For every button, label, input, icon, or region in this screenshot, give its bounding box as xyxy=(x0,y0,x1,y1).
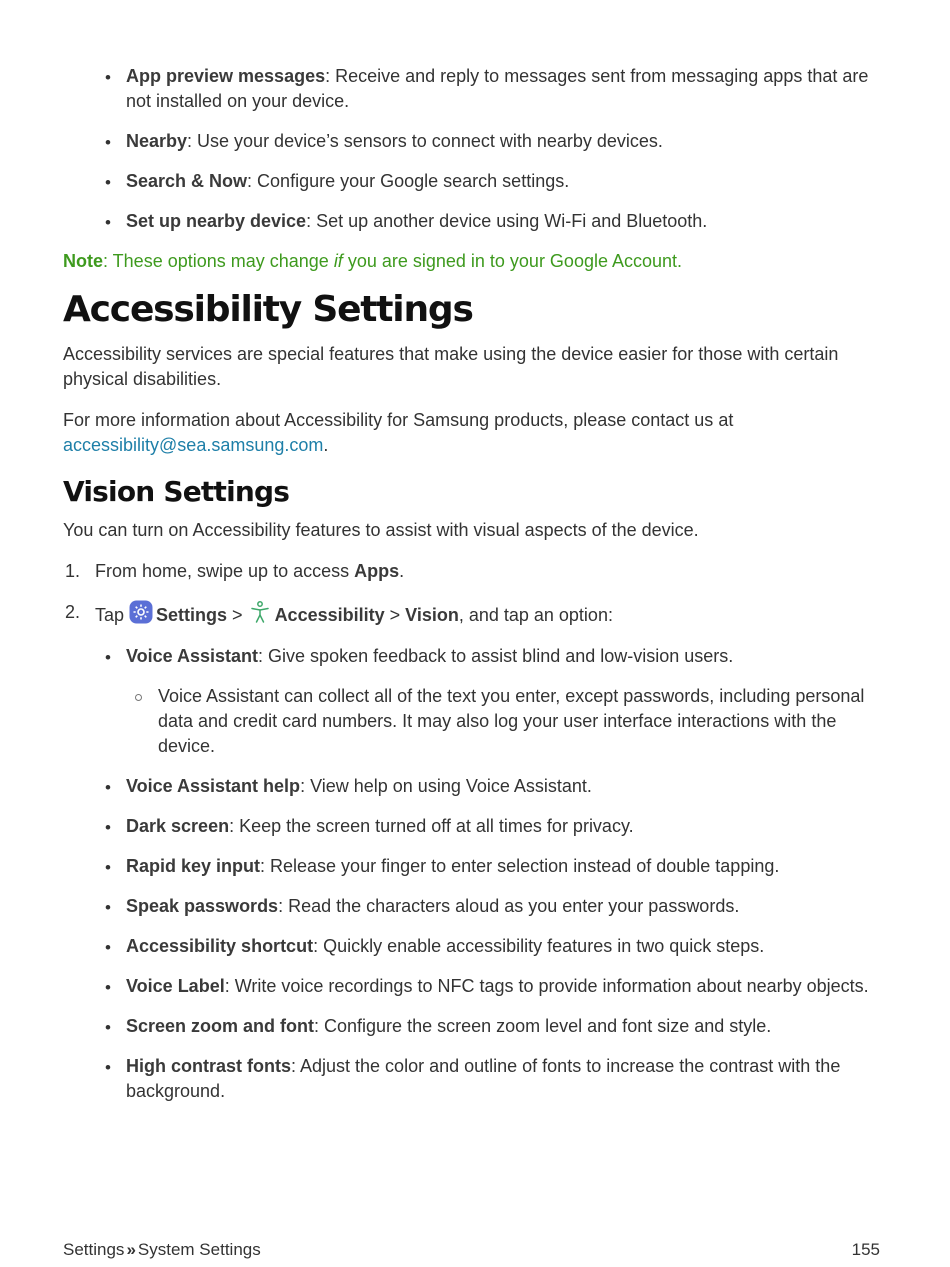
list-item xyxy=(63,814,883,839)
list-item xyxy=(63,169,883,194)
accessibility-intro: Accessibility services are special features that make using the device easier for those with certain physical disabilities. xyxy=(63,344,839,389)
sub-bullet-list xyxy=(126,684,883,759)
bullet-desc: : Keep the screen turned off at all times for privacy. xyxy=(229,816,634,836)
breadcrumb xyxy=(63,1237,261,1262)
bullet-desc: : Configure your Google search settings. xyxy=(247,171,570,191)
step-bold: Apps xyxy=(354,561,400,581)
double-chevron-icon: » xyxy=(126,1240,136,1259)
list-item xyxy=(63,1014,883,1039)
vision-steps xyxy=(63,559,883,628)
accessibility-label: Accessibility xyxy=(274,605,385,625)
list-item xyxy=(63,894,883,919)
bullet-desc: : View help on using Voice Assistant. xyxy=(300,776,592,796)
breadcrumb-item: System Settings xyxy=(137,1240,261,1259)
accessibility-person-icon xyxy=(248,600,272,624)
bullet-term: Accessibility shortcut xyxy=(126,936,314,956)
step-item xyxy=(63,600,883,628)
list-item xyxy=(63,974,883,999)
note-before: : These options may change xyxy=(103,251,334,271)
contact-email-link[interactable]: accessibility@sea.samsung.com xyxy=(63,435,324,455)
list-item xyxy=(63,934,883,959)
bullet-term: Voice Assistant xyxy=(126,646,259,666)
bullet-term: Dark screen xyxy=(126,816,230,836)
page-number: 155 xyxy=(851,1240,880,1259)
section-title-vision: Vision Settings xyxy=(63,475,290,508)
note-after: you are signed in to your Google Account. xyxy=(342,251,683,271)
bullet-term: Nearby xyxy=(126,131,188,151)
vision-label: Vision xyxy=(405,605,459,625)
list-item xyxy=(63,644,883,759)
step-end: . xyxy=(399,561,405,581)
bullet-desc: : Release your finger to enter selection instead of double tapping. xyxy=(260,856,780,876)
document-page xyxy=(63,64,883,1119)
list-item xyxy=(63,64,883,114)
settings-label: Settings xyxy=(156,605,228,625)
vision-intro: You can turn on Accessibility features to assist with visual aspects of the device. xyxy=(63,520,699,540)
vision-options-list xyxy=(63,644,883,1104)
separator: > xyxy=(227,605,248,625)
step-number: 2. xyxy=(65,602,81,622)
list-item xyxy=(63,1054,883,1104)
bullet-desc: : Use your device’s sensors to connect with nearby devices. xyxy=(187,131,663,151)
bullet-term: Rapid key input xyxy=(126,856,261,876)
bullet-term: Set up nearby device xyxy=(126,211,307,231)
step-tap: Tap xyxy=(95,605,130,625)
step-number: 1. xyxy=(65,561,81,581)
contact-end: . xyxy=(323,435,329,455)
breadcrumb-item: Settings xyxy=(63,1240,125,1259)
step-item xyxy=(63,559,883,584)
note-text xyxy=(63,249,883,274)
bullet-term: Voice Label xyxy=(126,976,225,996)
top-bullet-list xyxy=(63,64,883,234)
gear-icon xyxy=(129,600,153,624)
contact-text: For more information about Accessibility for Samsung products, please contact us at xyxy=(63,410,734,430)
bullet-term: App preview messages xyxy=(126,66,326,86)
bullet-desc: : Quickly enable accessibility features in two quick steps. xyxy=(313,936,765,956)
bullet-term: Search & Now xyxy=(126,171,248,191)
bullet-term: Screen zoom and font xyxy=(126,1016,315,1036)
note-italic: if xyxy=(333,251,343,271)
accessibility-contact xyxy=(63,408,883,458)
bullet-desc: : Configure the screen zoom level and font size and style. xyxy=(314,1016,772,1036)
bullet-term: Voice Assistant help xyxy=(126,776,301,796)
page-footer xyxy=(63,1237,880,1261)
list-item xyxy=(63,209,883,234)
bullet-desc: : Write voice recordings to NFC tags to provide information about nearby objects. xyxy=(224,976,869,996)
bullet-desc: : Adjust the color and outline of fonts to increase the contrast with the background. xyxy=(126,1056,841,1101)
step-text: From home, swipe up to access xyxy=(95,561,355,581)
step-end: , and tap an option: xyxy=(458,605,613,625)
separator: > xyxy=(384,605,406,625)
list-item xyxy=(63,854,883,879)
section-title-accessibility: Accessibility Settings xyxy=(63,289,473,330)
note-label: Note xyxy=(63,251,103,271)
list-item xyxy=(63,774,883,799)
bullet-term: Speak passwords xyxy=(126,896,279,916)
bullet-desc: : Read the characters aloud as you enter your passwords. xyxy=(278,896,740,916)
list-item xyxy=(63,129,883,154)
bullet-desc: : Set up another device using Wi-Fi and Bluetooth. xyxy=(306,211,708,231)
bullet-desc: : Receive and reply to messages sent from messaging apps that are not installed on your device. xyxy=(126,66,869,111)
bullet-desc: : Give spoken feedback to assist blind and low-vision users. xyxy=(258,646,734,666)
sub-list-item: Voice Assistant can collect all of the text you enter, except passwords, including personal data and credit card numbers. It may also log your user interface interactions with the device. xyxy=(126,684,883,759)
bullet-term: High contrast fonts xyxy=(126,1056,291,1076)
